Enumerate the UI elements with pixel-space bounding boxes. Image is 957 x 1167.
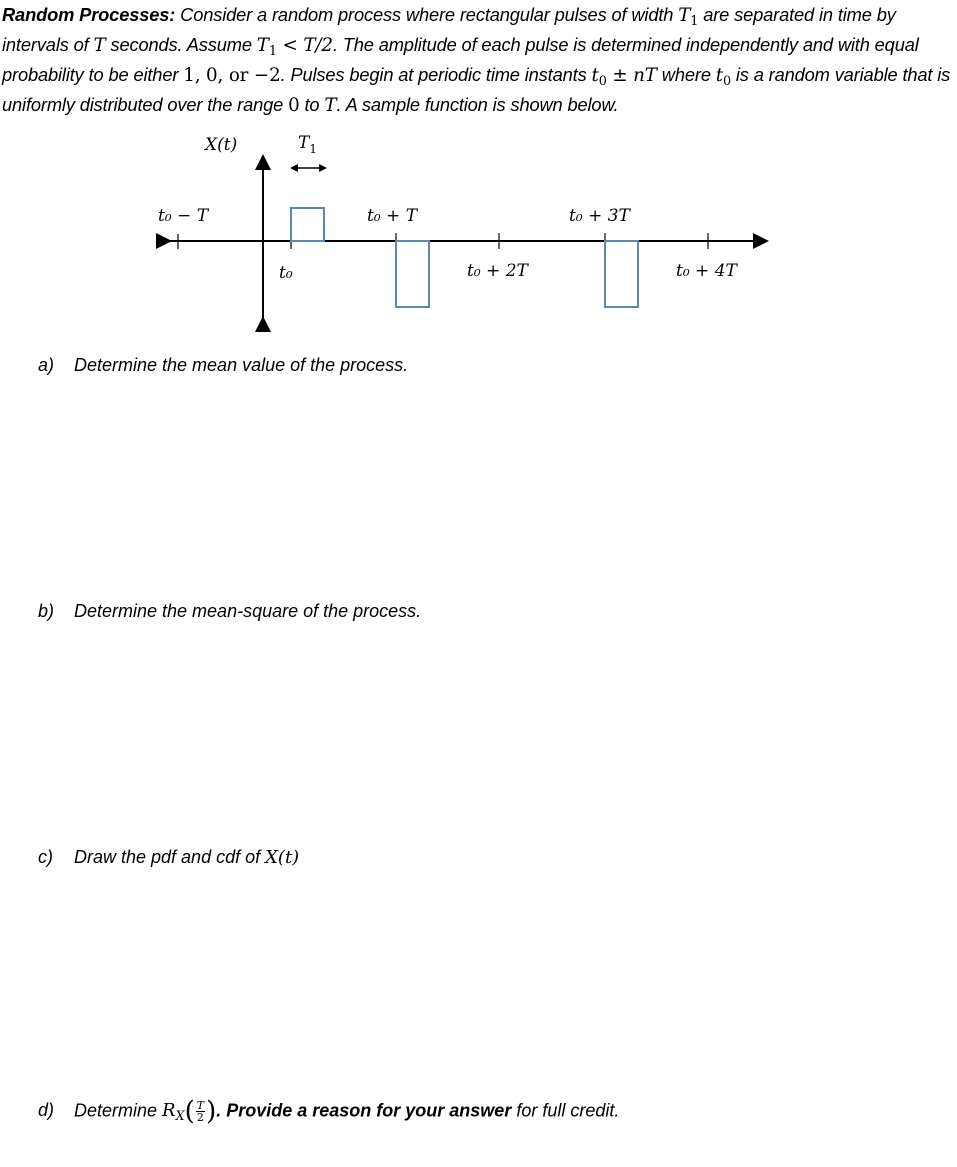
label-t0: t₀ <box>279 263 293 283</box>
problem-heading: Random Processes: <box>2 4 176 25</box>
question-d-bold: . Provide a reason for your answer <box>216 1100 512 1121</box>
question-c-variable: X(t) <box>265 847 300 868</box>
t0-symbol: $t_0$ <box>715 65 731 89</box>
label-t0-plus-3T: t₀ + 3T <box>569 206 630 226</box>
pulse-4 <box>605 241 638 307</box>
label-t0-plus-T: t₀ + T <box>367 206 418 226</box>
range-low: 0 <box>288 95 300 116</box>
right-paren: ) <box>206 1096 217 1127</box>
pulse-width-label: $T_1$ <box>298 133 317 156</box>
question-b-letter: b) <box>38 601 55 621</box>
question-d <box>38 1096 620 1127</box>
period-symbol: T <box>93 35 106 56</box>
start-times-expr: $t_0$ ± nT <box>591 65 657 89</box>
question-d-tail: for full credit. <box>511 1100 620 1121</box>
pulse-width-symbol: $T_1$ <box>678 5 699 29</box>
intro-text-9: . A sample function is shown below. <box>336 94 619 115</box>
intro-text-4: . The amplitude of each pulse is determined independently and with equal probability to be either <box>2 34 919 85</box>
intro-text-6: where <box>656 64 716 85</box>
pulse-1 <box>291 208 324 241</box>
left-paren: ( <box>184 1096 195 1127</box>
amplitude-values: 1, 0, or −2 <box>183 65 281 86</box>
question-a-text: Determine the mean value of the process. <box>74 355 409 375</box>
autocorrelation-symbol: $R_X$ <box>162 1100 185 1124</box>
intro-text-1: Consider a random process where rectangular pulses of width <box>175 4 679 25</box>
label-t0-minus-T: t₀ − T <box>158 206 209 226</box>
intro-text-7: is a random variable that is uniformly distributed over the range <box>2 64 951 115</box>
sample-function-figure <box>0 0 957 360</box>
intro-text-8: to <box>299 94 325 115</box>
pulse-width-arrow <box>290 164 327 172</box>
range-high: T <box>324 95 337 116</box>
question-d-text: Determine <box>74 1100 163 1121</box>
label-t0-plus-4T: t₀ + 4T <box>676 261 737 281</box>
intro-text-3: seconds. Assume <box>105 34 257 55</box>
question-a <box>38 355 408 376</box>
pulse-2 <box>396 241 429 307</box>
question-c <box>38 847 299 868</box>
question-c-letter: c) <box>38 847 53 867</box>
label-t0-plus-2T: t₀ + 2T <box>467 261 528 281</box>
question-c-text: Draw the pdf and cdf of <box>74 847 266 867</box>
question-b-text: Determine the mean-square of the process. <box>74 601 422 621</box>
y-axis-label: X(t) <box>205 135 238 155</box>
lag-fraction: $\frac{T}{2}$ <box>196 1099 205 1124</box>
question-a-letter: a) <box>38 355 55 375</box>
intro-text-5: . Pulses begin at periodic time instants <box>280 64 592 85</box>
width-condition: $T_1 < T/2$ <box>256 35 333 59</box>
question-d-letter: d) <box>38 1100 55 1121</box>
question-b <box>38 601 421 622</box>
intro-text-2: are separated in time by intervals of <box>2 4 896 55</box>
